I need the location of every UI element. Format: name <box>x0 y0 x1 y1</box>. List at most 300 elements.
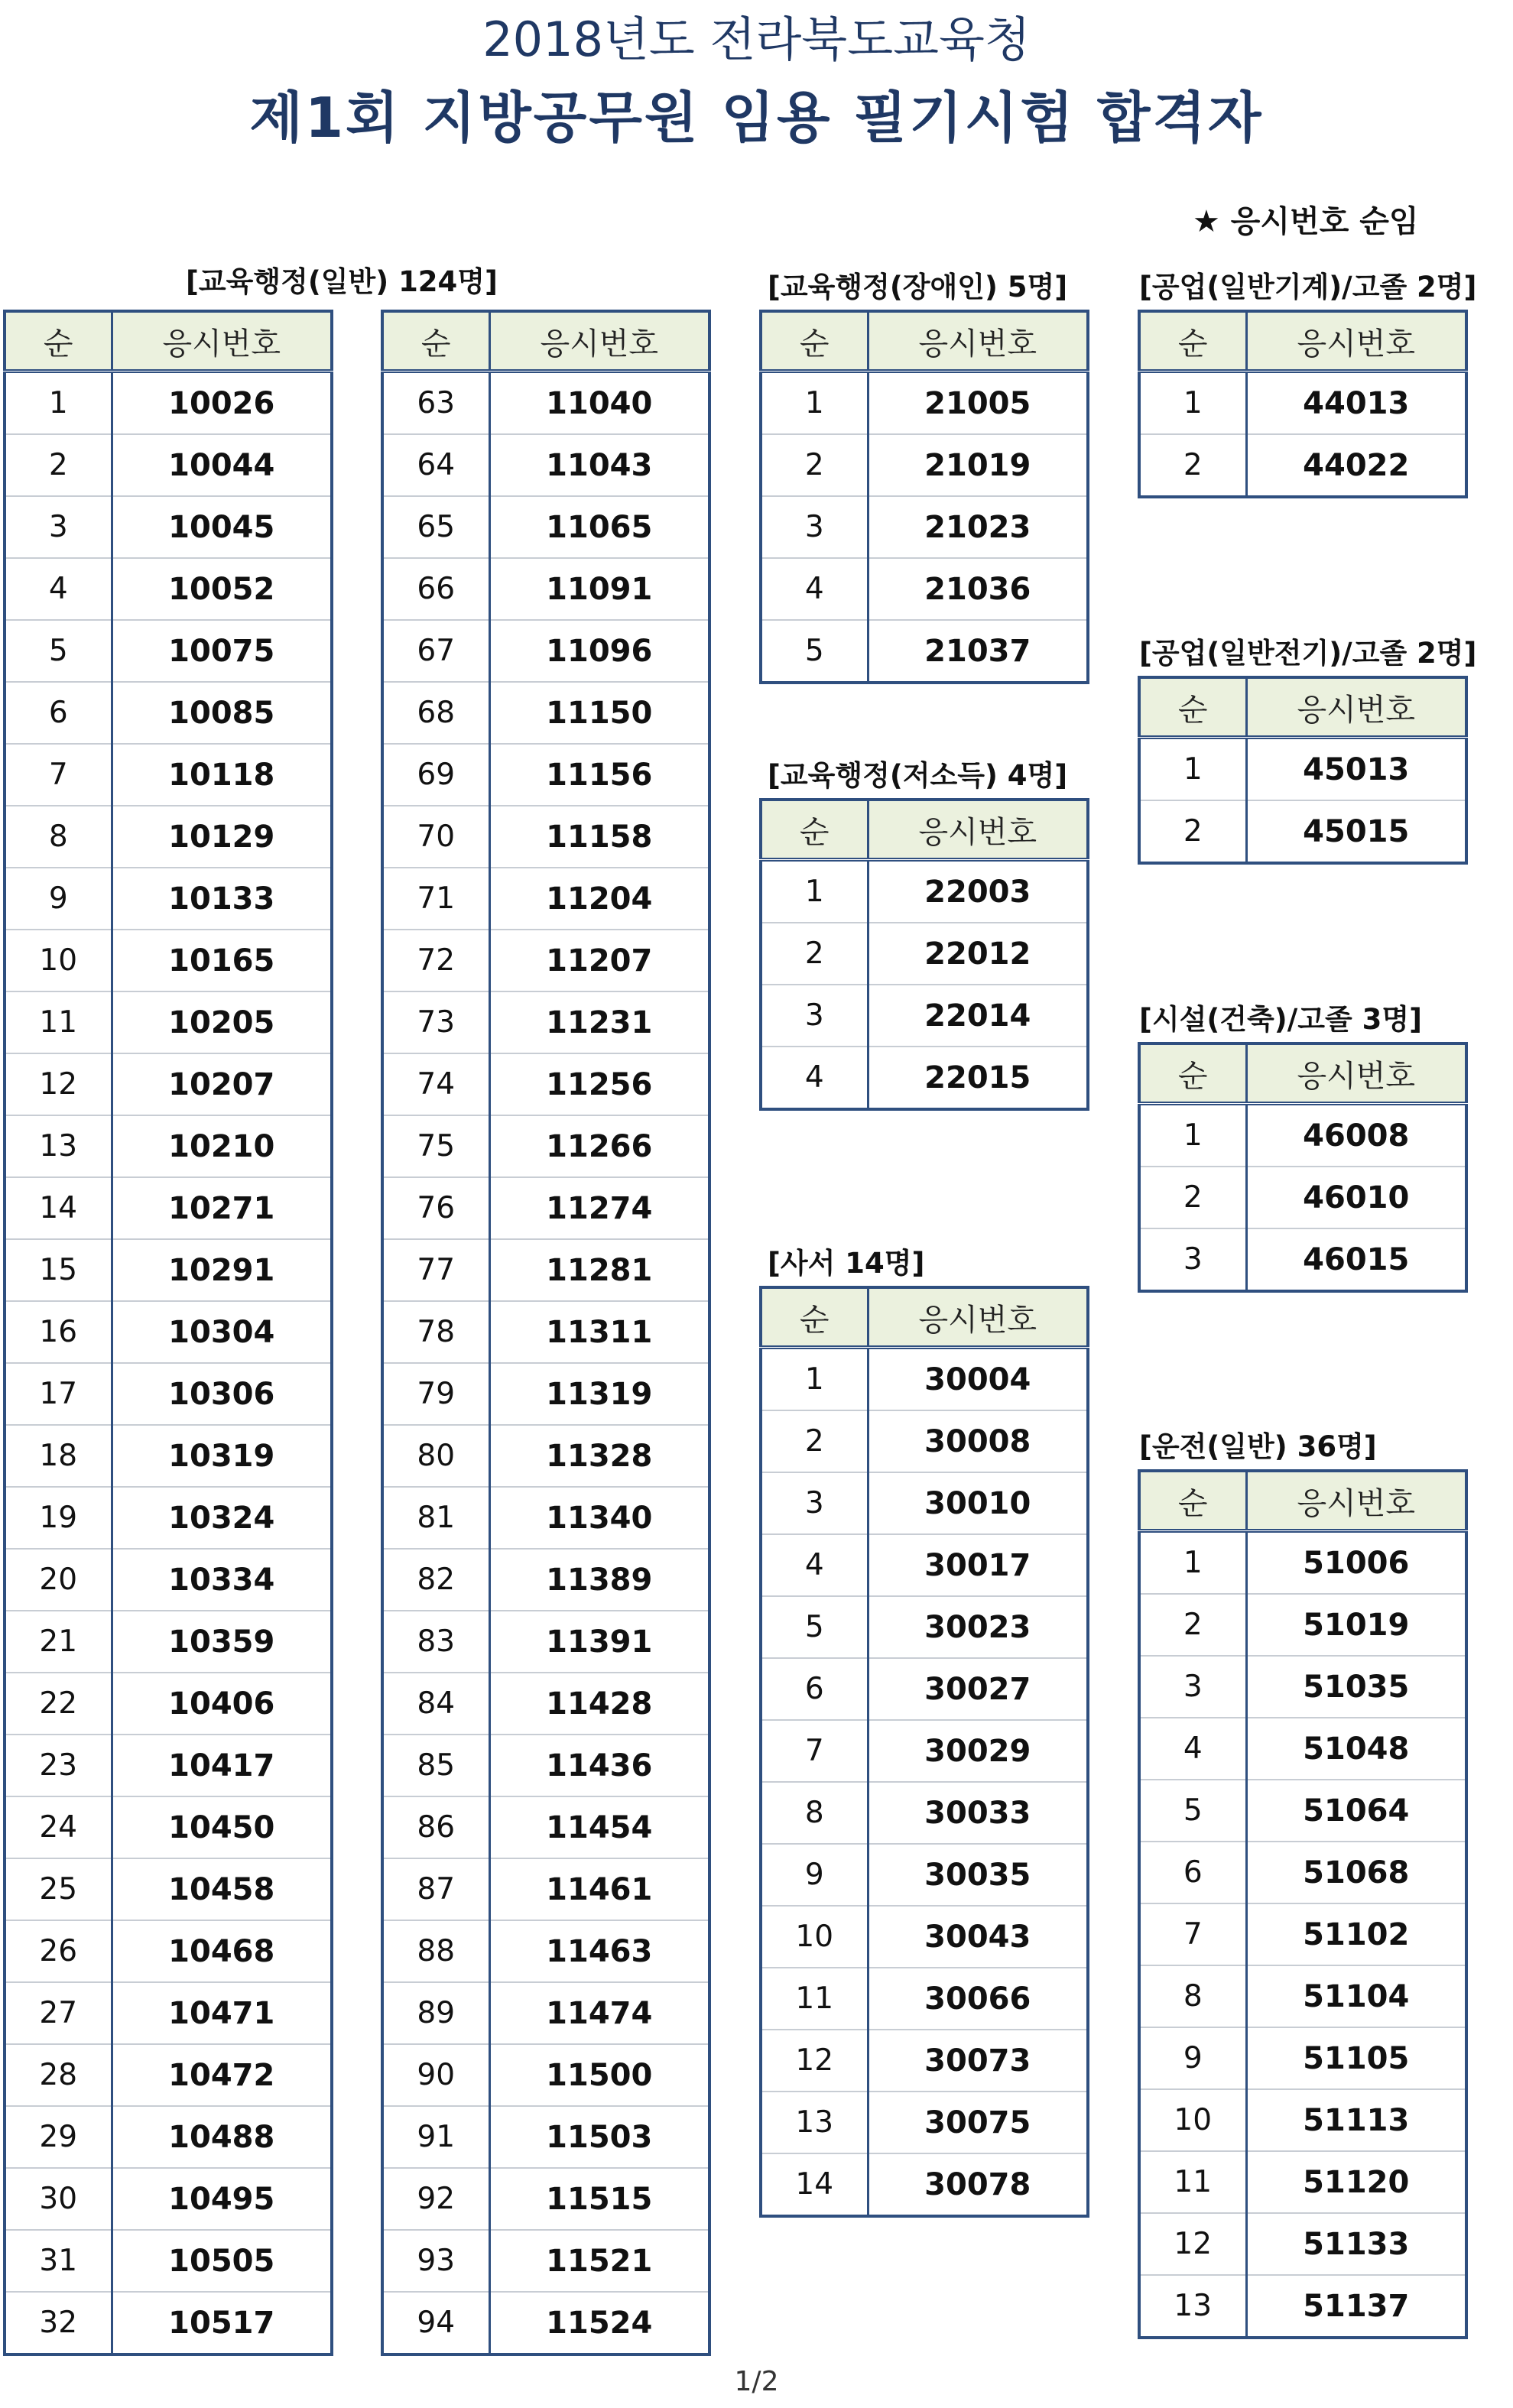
exam-number-cell: 44013 <box>1246 372 1466 435</box>
seq-cell: 12 <box>1139 2213 1246 2275</box>
table-row <box>1139 2089 1466 2151</box>
table-row <box>382 1611 709 1673</box>
table-row <box>1139 1965 1466 2027</box>
exam-number-cell: 51105 <box>1246 2027 1466 2089</box>
table-row <box>382 682 709 744</box>
exam-number-cell: 11503 <box>489 2106 709 2168</box>
exam-number-cell: 11311 <box>489 1301 709 1363</box>
seq-cell: 8 <box>5 806 112 868</box>
exam-number-cell: 22012 <box>868 923 1088 985</box>
exam-number-cell: 11207 <box>489 930 709 991</box>
exam-number-cell: 10207 <box>112 1053 332 1115</box>
seq-cell: 75 <box>382 1115 489 1177</box>
seq-cell: 6 <box>5 682 112 744</box>
table-admin-lowincome <box>759 798 1089 1111</box>
exam-number-cell: 30010 <box>868 1472 1088 1534</box>
seq-cell: 1 <box>1139 372 1246 435</box>
exam-number-cell: 10505 <box>112 2230 332 2292</box>
exam-number-cell: 30078 <box>868 2153 1088 2216</box>
id-column-header: 응시번호 <box>1246 1043 1466 1104</box>
exam-number-cell: 44022 <box>1246 434 1466 497</box>
table-row <box>5 1611 332 1673</box>
exam-number-cell: 10075 <box>112 620 332 682</box>
id-column-header: 응시번호 <box>112 311 332 372</box>
seq-cell: 3 <box>761 496 868 558</box>
seq-cell: 12 <box>761 2030 868 2092</box>
seq-cell: 1 <box>761 1348 868 1411</box>
table-row <box>1139 1228 1466 1291</box>
seq-cell: 10 <box>5 930 112 991</box>
seq-cell: 2 <box>1139 434 1246 497</box>
exam-number-cell: 11043 <box>489 434 709 496</box>
table-row <box>382 1053 709 1115</box>
table-row <box>761 558 1088 620</box>
id-column-header: 응시번호 <box>868 800 1088 860</box>
seq-cell: 1 <box>1139 1531 1246 1595</box>
table-row <box>382 2106 709 2168</box>
table-row <box>5 1239 332 1301</box>
table-row <box>382 372 709 435</box>
id-column-header: 응시번호 <box>1246 311 1466 372</box>
seq-cell: 29 <box>5 2106 112 2168</box>
seq-cell: 94 <box>382 2292 489 2354</box>
seq-cell: 9 <box>1139 2027 1246 2089</box>
id-column-header: 응시번호 <box>1246 677 1466 738</box>
table-row <box>382 1858 709 1920</box>
table-row <box>761 1720 1088 1782</box>
exam-number-cell: 30033 <box>868 1782 1088 1844</box>
seq-cell: 82 <box>382 1549 489 1611</box>
exam-number-cell: 51120 <box>1246 2151 1466 2213</box>
table-row <box>5 434 332 496</box>
exam-number-cell: 11463 <box>489 1920 709 1982</box>
table-row <box>382 1301 709 1363</box>
exam-number-cell: 30035 <box>868 1844 1088 1906</box>
exam-number-cell: 11231 <box>489 991 709 1053</box>
seq-cell: 91 <box>382 2106 489 2168</box>
table-industry-elec <box>1138 676 1468 865</box>
table-row <box>5 1858 332 1920</box>
table-row <box>761 2092 1088 2153</box>
table-row <box>382 2292 709 2354</box>
table-row <box>382 1425 709 1487</box>
seq-cell: 93 <box>382 2230 489 2292</box>
exam-number-cell: 21036 <box>868 558 1088 620</box>
table-row <box>382 558 709 620</box>
seq-cell: 9 <box>5 868 112 930</box>
table-row <box>5 1053 332 1115</box>
exam-number-cell: 11328 <box>489 1425 709 1487</box>
seq-cell: 66 <box>382 558 489 620</box>
exam-number-cell: 10334 <box>112 1549 332 1611</box>
table-driver-general <box>1138 1469 1468 2339</box>
seq-cell: 92 <box>382 2168 489 2230</box>
exam-number-cell: 46015 <box>1246 1228 1466 1291</box>
table-row <box>1139 2213 1466 2275</box>
exam-number-cell: 11428 <box>489 1673 709 1735</box>
section-heading-industry-mech: [공업(일반기계)/고졸 2명] <box>1139 271 1477 303</box>
seq-cell: 87 <box>382 1858 489 1920</box>
seq-cell: 4 <box>761 1047 868 1109</box>
table-facility-arch <box>1138 1042 1468 1293</box>
exam-number-cell: 11281 <box>489 1239 709 1301</box>
seq-column-header: 순 <box>1139 1471 1246 1531</box>
exam-number-cell: 21019 <box>868 434 1088 496</box>
seq-cell: 32 <box>5 2292 112 2354</box>
table-row <box>382 744 709 806</box>
exam-number-cell: 10488 <box>112 2106 332 2168</box>
exam-number-cell: 11040 <box>489 372 709 435</box>
seq-cell: 80 <box>382 1425 489 1487</box>
exam-number-cell: 30027 <box>868 1658 1088 1720</box>
table-row <box>5 1982 332 2044</box>
exam-number-cell: 11150 <box>489 682 709 744</box>
seq-cell: 16 <box>5 1301 112 1363</box>
table-row <box>5 991 332 1053</box>
seq-cell: 64 <box>382 434 489 496</box>
seq-column-header: 순 <box>1139 311 1246 372</box>
table-row <box>761 434 1088 496</box>
seq-cell: 1 <box>761 372 868 435</box>
seq-column-header: 순 <box>1139 677 1246 738</box>
seq-cell: 79 <box>382 1363 489 1425</box>
seq-cell: 85 <box>382 1735 489 1796</box>
table-row <box>5 2106 332 2168</box>
exam-number-cell: 11521 <box>489 2230 709 2292</box>
table-row <box>1139 2151 1466 2213</box>
table-row <box>1139 1104 1466 1167</box>
id-column-header: 응시번호 <box>489 311 709 372</box>
table-row <box>382 868 709 930</box>
exam-number-cell: 10306 <box>112 1363 332 1425</box>
table-row <box>1139 2027 1466 2089</box>
seq-cell: 72 <box>382 930 489 991</box>
seq-cell: 5 <box>1139 1780 1246 1842</box>
table-row <box>5 2292 332 2354</box>
exam-number-cell: 51006 <box>1246 1531 1466 1595</box>
seq-cell: 28 <box>5 2044 112 2106</box>
seq-cell: 88 <box>382 1920 489 1982</box>
table-row <box>382 1239 709 1301</box>
exam-number-cell: 10406 <box>112 1673 332 1735</box>
seq-cell: 84 <box>382 1673 489 1735</box>
seq-cell: 3 <box>761 985 868 1047</box>
exam-number-cell: 11266 <box>489 1115 709 1177</box>
seq-cell: 21 <box>5 1611 112 1673</box>
seq-cell: 13 <box>1139 2275 1246 2338</box>
exam-number-cell: 11319 <box>489 1363 709 1425</box>
seq-cell: 65 <box>382 496 489 558</box>
seq-cell: 24 <box>5 1796 112 1858</box>
exam-number-cell: 30023 <box>868 1596 1088 1658</box>
seq-column-header: 순 <box>382 311 489 372</box>
table-header-row <box>1139 1043 1466 1104</box>
table-row <box>382 496 709 558</box>
exam-number-cell: 30075 <box>868 2092 1088 2153</box>
exam-number-cell: 10291 <box>112 1239 332 1301</box>
seq-cell: 19 <box>5 1487 112 1549</box>
exam-number-cell: 11461 <box>489 1858 709 1920</box>
exam-number-cell: 10417 <box>112 1735 332 1796</box>
table-row <box>5 806 332 868</box>
table-row <box>382 1363 709 1425</box>
table-row <box>382 930 709 991</box>
table-row <box>1139 1842 1466 1903</box>
seq-cell: 31 <box>5 2230 112 2292</box>
table-row <box>761 1047 1088 1109</box>
section-heading-admin-lowincome: [교육행정(저소득) 4명] <box>768 759 1068 792</box>
seq-cell: 15 <box>5 1239 112 1301</box>
table-row <box>382 1115 709 1177</box>
seq-cell: 20 <box>5 1549 112 1611</box>
exam-number-cell: 30073 <box>868 2030 1088 2092</box>
seq-cell: 8 <box>1139 1965 1246 2027</box>
table-row <box>5 2230 332 2292</box>
table-row <box>5 620 332 682</box>
section-heading-admin-general: [교육행정(일반) 124명] <box>186 265 498 298</box>
exam-number-cell: 22015 <box>868 1047 1088 1109</box>
table-row <box>761 620 1088 683</box>
table-row <box>5 1673 332 1735</box>
section-heading-admin-disabled: [교육행정(장애인) 5명] <box>768 271 1068 303</box>
exam-number-cell: 11158 <box>489 806 709 868</box>
exam-number-cell: 11391 <box>489 1611 709 1673</box>
exam-number-cell: 10458 <box>112 1858 332 1920</box>
table-row <box>761 1782 1088 1844</box>
exam-number-cell: 11065 <box>489 496 709 558</box>
exam-number-cell: 10472 <box>112 2044 332 2106</box>
table-admin-disabled <box>759 310 1089 684</box>
table-row <box>5 2044 332 2106</box>
table-row <box>5 1425 332 1487</box>
exam-number-cell: 21005 <box>868 372 1088 435</box>
seq-cell: 3 <box>1139 1228 1246 1291</box>
seq-column-header: 순 <box>1139 1043 1246 1104</box>
seq-cell: 1 <box>761 860 868 923</box>
table-row <box>5 496 332 558</box>
table-header-row <box>761 800 1088 860</box>
table-row <box>382 1982 709 2044</box>
table-row <box>5 1115 332 1177</box>
seq-cell: 70 <box>382 806 489 868</box>
table-row <box>382 620 709 682</box>
exam-number-cell: 30008 <box>868 1410 1088 1472</box>
exam-number-cell: 10044 <box>112 434 332 496</box>
seq-cell: 12 <box>5 1053 112 1115</box>
table-row <box>382 1177 709 1239</box>
table-header-row <box>761 1287 1088 1348</box>
seq-cell: 7 <box>1139 1903 1246 1965</box>
seq-cell: 30 <box>5 2168 112 2230</box>
seq-cell: 76 <box>382 1177 489 1239</box>
table-row <box>5 1487 332 1549</box>
seq-cell: 13 <box>761 2092 868 2153</box>
table-row <box>382 2044 709 2106</box>
id-column-header: 응시번호 <box>868 1287 1088 1348</box>
table-row <box>5 930 332 991</box>
table-row <box>761 2153 1088 2216</box>
table-row <box>382 2168 709 2230</box>
exam-number-cell: 51048 <box>1246 1718 1466 1780</box>
exam-number-cell: 10205 <box>112 991 332 1053</box>
table-row <box>5 1920 332 1982</box>
seq-cell: 7 <box>5 744 112 806</box>
exam-number-cell: 10129 <box>112 806 332 868</box>
exam-number-cell: 10517 <box>112 2292 332 2354</box>
table-row <box>761 372 1088 435</box>
table-row <box>5 2168 332 2230</box>
seq-cell: 3 <box>1139 1656 1246 1718</box>
seq-cell: 78 <box>382 1301 489 1363</box>
exam-number-cell: 51068 <box>1246 1842 1466 1903</box>
seq-cell: 3 <box>5 496 112 558</box>
page-number: 1/2 <box>734 2366 779 2397</box>
exam-number-cell: 10319 <box>112 1425 332 1487</box>
seq-column-header: 순 <box>761 800 868 860</box>
exam-number-cell: 11515 <box>489 2168 709 2230</box>
table-librarian <box>759 1286 1089 2218</box>
table-admin-general-part2 <box>381 310 711 2356</box>
exam-number-cell: 30043 <box>868 1906 1088 1968</box>
exam-number-cell: 45015 <box>1246 800 1466 863</box>
table-row <box>5 1363 332 1425</box>
exam-number-cell: 22014 <box>868 985 1088 1047</box>
seq-cell: 18 <box>5 1425 112 1487</box>
table-row <box>382 1920 709 1982</box>
exam-number-cell: 51035 <box>1246 1656 1466 1718</box>
table-row <box>1139 1903 1466 1965</box>
table-header-row <box>5 311 332 372</box>
seq-cell: 90 <box>382 2044 489 2106</box>
exam-number-cell: 11204 <box>489 868 709 930</box>
seq-cell: 26 <box>5 1920 112 1982</box>
exam-number-cell: 11436 <box>489 1735 709 1796</box>
table-row <box>382 1796 709 1858</box>
exam-number-cell: 30029 <box>868 1720 1088 1782</box>
seq-cell: 17 <box>5 1363 112 1425</box>
exam-number-cell: 11500 <box>489 2044 709 2106</box>
seq-cell: 1 <box>1139 738 1246 801</box>
seq-column-header: 순 <box>761 1287 868 1348</box>
exam-number-cell: 30004 <box>868 1348 1088 1411</box>
table-row <box>1139 738 1466 801</box>
exam-number-cell: 10359 <box>112 1611 332 1673</box>
table-row <box>5 558 332 620</box>
table-row <box>761 1906 1088 1968</box>
order-note: ★ 응시번호 순임 <box>1193 204 1419 239</box>
exam-number-cell: 10210 <box>112 1115 332 1177</box>
seq-column-header: 순 <box>761 311 868 372</box>
seq-cell: 7 <box>761 1720 868 1782</box>
seq-cell: 14 <box>5 1177 112 1239</box>
seq-cell: 2 <box>5 434 112 496</box>
table-admin-general-part1 <box>3 310 333 2356</box>
table-row <box>761 923 1088 985</box>
exam-number-cell: 10468 <box>112 1920 332 1982</box>
exam-number-cell: 10304 <box>112 1301 332 1363</box>
seq-cell: 11 <box>5 991 112 1053</box>
seq-cell: 4 <box>1139 1718 1246 1780</box>
table-header-row <box>1139 1471 1466 1531</box>
table-row <box>1139 800 1466 863</box>
seq-cell: 4 <box>761 558 868 620</box>
exam-number-cell: 10052 <box>112 558 332 620</box>
seq-cell: 9 <box>761 1844 868 1906</box>
seq-cell: 27 <box>5 1982 112 2044</box>
exam-number-cell: 51019 <box>1246 1594 1466 1656</box>
exam-number-cell: 30017 <box>868 1534 1088 1596</box>
table-row <box>1139 434 1466 497</box>
section-heading-librarian: [사서 14명] <box>768 1247 925 1280</box>
table-row <box>5 1735 332 1796</box>
exam-number-cell: 10085 <box>112 682 332 744</box>
exam-number-cell: 11091 <box>489 558 709 620</box>
seq-cell: 73 <box>382 991 489 1053</box>
table-row <box>1139 1167 1466 1228</box>
seq-cell: 81 <box>382 1487 489 1549</box>
exam-number-cell: 10165 <box>112 930 332 991</box>
exam-number-cell: 51137 <box>1246 2275 1466 2338</box>
table-row <box>382 1735 709 1796</box>
table-row <box>761 1472 1088 1534</box>
exam-number-cell: 51102 <box>1246 1903 1466 1965</box>
seq-cell: 4 <box>761 1534 868 1596</box>
exam-number-cell: 11474 <box>489 1982 709 2044</box>
page-title-line1: 2018년도 전라북도교육청 <box>482 11 1031 67</box>
table-row <box>382 2230 709 2292</box>
table-row <box>382 806 709 868</box>
exam-number-cell: 30066 <box>868 1968 1088 2030</box>
seq-cell: 86 <box>382 1796 489 1858</box>
table-row <box>761 985 1088 1047</box>
table-row <box>5 744 332 806</box>
table-row <box>382 434 709 496</box>
seq-cell: 23 <box>5 1735 112 1796</box>
table-row <box>761 1968 1088 2030</box>
section-heading-facility-arch: [시설(건축)/고졸 3명] <box>1139 1003 1422 1036</box>
seq-cell: 74 <box>382 1053 489 1115</box>
table-header-row <box>761 311 1088 372</box>
exam-number-cell: 11389 <box>489 1549 709 1611</box>
seq-cell: 71 <box>382 868 489 930</box>
seq-column-header: 순 <box>5 311 112 372</box>
exam-number-cell: 51133 <box>1246 2213 1466 2275</box>
exam-number-cell: 21023 <box>868 496 1088 558</box>
exam-number-cell: 11524 <box>489 2292 709 2354</box>
exam-number-cell: 10324 <box>112 1487 332 1549</box>
exam-number-cell: 10026 <box>112 372 332 435</box>
table-row <box>382 1673 709 1735</box>
seq-cell: 25 <box>5 1858 112 1920</box>
table-row <box>1139 2275 1466 2338</box>
id-column-header: 응시번호 <box>868 311 1088 372</box>
table-industry-mech <box>1138 310 1468 498</box>
table-row <box>1139 1656 1466 1718</box>
seq-cell: 69 <box>382 744 489 806</box>
table-row <box>1139 372 1466 435</box>
seq-cell: 67 <box>382 620 489 682</box>
seq-cell: 1 <box>5 372 112 435</box>
table-row <box>5 1301 332 1363</box>
exam-number-cell: 11274 <box>489 1177 709 1239</box>
seq-cell: 3 <box>761 1472 868 1534</box>
table-row <box>1139 1718 1466 1780</box>
exam-number-cell: 21037 <box>868 620 1088 683</box>
seq-cell: 11 <box>761 1968 868 2030</box>
exam-number-cell: 10045 <box>112 496 332 558</box>
seq-cell: 89 <box>382 1982 489 2044</box>
table-row <box>5 1177 332 1239</box>
